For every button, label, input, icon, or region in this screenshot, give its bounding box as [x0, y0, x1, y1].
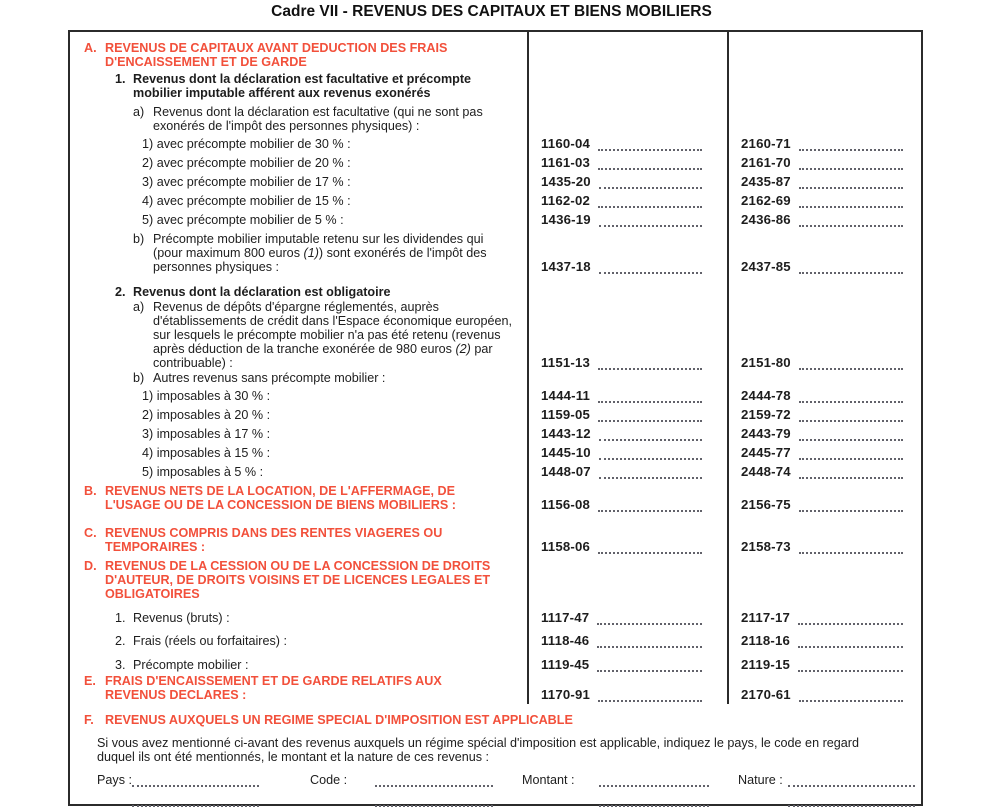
section-a-letter: A.	[84, 41, 97, 55]
code-label: 1435-20	[541, 174, 591, 189]
section-a1b-line2: (pour maximum 800 euros (1)) sont exonérés de l'impôt des	[153, 246, 487, 260]
entry-1158-06[interactable]	[598, 541, 702, 554]
code-label: 1118-46	[541, 633, 590, 648]
section-c-line2: TEMPORAIRES :	[105, 540, 206, 554]
page-title: Cadre VII - REVENUS DES CAPITAUX ET BIENS MOBILIERS	[271, 3, 712, 20]
item-number: 3.	[115, 658, 126, 672]
section-a-heading-line2: D'ENCAISSEMENT ET DE GARDE	[105, 55, 307, 69]
section-f-note-line2: duquel ils ont été mentionnés, le montant et la nature de ces revenus :	[97, 750, 490, 764]
row-precompte-dividendes	[70, 232, 921, 274]
section-f-heading-text: REVENUS AUXQUELS UN REGIME SPECIAL D'IMPOSITION EST APPLICABLE	[105, 713, 573, 727]
entry-1161-03[interactable]	[598, 157, 702, 170]
item-label: 1) imposables à 30 % :	[142, 389, 271, 403]
section-d-line3: OBLIGATOIRES	[105, 587, 200, 601]
entry-1448-07[interactable]	[599, 466, 702, 479]
entry-2158-73[interactable]	[799, 541, 903, 554]
item-label: 5) imposables à 5 % :	[142, 465, 264, 479]
section-a-heading-line1: REVENUS DE CAPITAUX AVANT DEDUCTION DES FRAIS	[105, 41, 448, 55]
code-label: 2161-70	[741, 155, 791, 170]
code-label: 1151-13	[541, 355, 591, 370]
section-a2a-line4: après déduction de la tranche exonérée de 980 euros (2) par	[153, 342, 493, 356]
code-label: 2159-72	[741, 407, 791, 422]
entry-2118-16[interactable]	[798, 635, 903, 648]
section-a1a-line2: exonérés de l'impôt des personnes physiques) :	[153, 119, 420, 133]
code-label: 2445-77	[741, 445, 791, 460]
section-d-letter: D.	[84, 559, 97, 573]
item-label: 3) avec précompte mobilier de 17 % :	[142, 175, 351, 189]
row-depots-epargne	[70, 300, 921, 370]
section-d-line2: D'AUTEUR, DE DROITS VOISINS ET DE LICENCES LEGALES ET	[105, 573, 491, 587]
entry-2170-61[interactable]	[799, 689, 903, 702]
section-a2-heading	[70, 285, 921, 299]
code-label: 1156-08	[541, 497, 591, 512]
montant-input-2[interactable]	[599, 794, 709, 807]
section-d-heading	[70, 559, 921, 601]
item-label: 1) avec précompte mobilier de 30 % :	[142, 137, 351, 151]
code-label: 2448-74	[741, 464, 791, 479]
code-label: 2437-85	[741, 259, 791, 274]
code-label: 2158-73	[741, 539, 791, 554]
code-label: 1448-07	[541, 464, 591, 479]
section-a1-line2: mobilier imputable afférent aux revenus exonérés	[133, 86, 431, 100]
code-input-2[interactable]	[375, 794, 493, 807]
entry-2445-77[interactable]	[799, 447, 903, 460]
entry-1436-19[interactable]	[599, 214, 702, 227]
entry-1170-91[interactable]	[598, 689, 702, 702]
code-label: 2435-87	[741, 174, 791, 189]
section-b-line1: REVENUS NETS DE LA LOCATION, DE L'AFFERMAGE, DE	[105, 484, 456, 498]
entry-2160-71[interactable]	[799, 138, 903, 151]
entry-2436-86[interactable]	[799, 214, 903, 227]
code-label: 2151-80	[741, 355, 791, 370]
section-a1-heading	[70, 72, 921, 100]
section-a1a-marker: a)	[133, 105, 145, 119]
section-f-fields	[70, 773, 921, 787]
item-label: Précompte mobilier :	[133, 658, 249, 672]
section-a1a-intro	[70, 105, 921, 133]
section-a1b-marker: b)	[133, 232, 145, 246]
code-label: 2170-61	[741, 687, 791, 702]
code-label: 1117-47	[541, 610, 590, 625]
nature-label: Nature :	[738, 773, 783, 787]
section-a2a-line2: d'établissements de crédit dans l'Espace économique européen,	[153, 314, 513, 328]
section-e-line1: FRAIS D'ENCAISSEMENT ET DE GARDE RELATIFS AUX	[105, 674, 442, 688]
item-label: 4) avec précompte mobilier de 15 % :	[142, 194, 351, 208]
entry-1443-12[interactable]	[599, 428, 702, 441]
section-e-letter: E.	[84, 674, 96, 688]
pays-label: Pays :	[97, 773, 132, 787]
section-e-line2: REVENUS DECLARES :	[105, 688, 247, 702]
entry-1162-02[interactable]	[598, 195, 702, 208]
entry-2159-72[interactable]	[799, 409, 903, 422]
section-f-fields-row2	[70, 793, 921, 807]
row-imposables-30	[70, 389, 921, 403]
code-label: 1161-03	[541, 155, 591, 170]
item-label: 4) imposables à 15 % :	[142, 446, 271, 460]
section-f-heading	[70, 713, 921, 727]
section-e-row	[70, 674, 921, 702]
section-a2a-line3: sur lesquels le précompte mobilier n'a pas été retenu (revenus	[153, 328, 501, 342]
item-label: 2) avec précompte mobilier de 20 % :	[142, 156, 351, 170]
section-c-line1: REVENUS COMPRIS DANS DES RENTES VIAGERES OU	[105, 526, 443, 540]
entry-2156-75[interactable]	[799, 499, 903, 512]
row-precompte-17	[70, 175, 921, 189]
row-precompte-mobilier	[70, 658, 921, 672]
entry-1119-45[interactable]	[597, 659, 702, 672]
section-f-letter: F.	[84, 713, 94, 727]
section-c-row	[70, 526, 921, 554]
item-label: 5) avec précompte mobilier de 5 % :	[142, 213, 344, 227]
entry-1118-46[interactable]	[597, 635, 702, 648]
entry-1156-08[interactable]	[598, 499, 702, 512]
item-number: 2.	[115, 634, 126, 648]
section-a2-heading-text: Revenus dont la déclaration est obligatoire	[133, 285, 391, 299]
row-imposables-15	[70, 446, 921, 460]
code-label: 2156-75	[741, 497, 791, 512]
row-imposables-20	[70, 408, 921, 422]
code-label: 1437-18	[541, 259, 591, 274]
entry-2119-15[interactable]	[798, 659, 903, 672]
entry-2443-79[interactable]	[799, 428, 903, 441]
section-a1b-line1: Précompte mobilier imputable retenu sur les dividendes qui	[153, 232, 484, 246]
row-revenus-bruts	[70, 611, 921, 625]
cadre-vii-form	[68, 30, 923, 806]
section-a2b-marker: b)	[133, 371, 145, 385]
section-a2a-line1: Revenus de dépôts d'épargne réglementés, auprès	[153, 300, 439, 314]
nature-input[interactable]	[788, 774, 915, 787]
code-label: 2444-78	[741, 388, 791, 403]
code-label: 2119-15	[741, 657, 791, 672]
section-a2b-text: Autres revenus sans précompte mobilier :	[153, 371, 386, 385]
entry-2151-80[interactable]	[799, 357, 903, 370]
row-frais	[70, 634, 921, 648]
entry-1437-18[interactable]	[599, 261, 702, 274]
entry-2162-69[interactable]	[799, 195, 903, 208]
code-label: 1162-02	[541, 193, 591, 208]
row-precompte-5	[70, 213, 921, 227]
montant-label: Montant :	[522, 773, 575, 787]
code-input[interactable]	[375, 774, 493, 787]
entry-1444-11[interactable]	[598, 390, 702, 403]
section-f-note	[70, 736, 921, 764]
code-label: 1159-05	[541, 407, 591, 422]
code-label: 1170-91	[541, 687, 591, 702]
section-a1-line1: Revenus dont la déclaration est facultative et précompte	[133, 72, 472, 86]
code-label-f: Code :	[310, 773, 348, 787]
section-b-letter: B.	[84, 484, 97, 498]
entry-1435-20[interactable]	[599, 176, 702, 189]
entry-1160-04[interactable]	[598, 138, 702, 151]
code-label: 2160-71	[741, 136, 791, 151]
pays-input[interactable]	[132, 774, 259, 787]
row-precompte-15	[70, 194, 921, 208]
entry-1159-05[interactable]	[598, 409, 702, 422]
code-label: 2162-69	[741, 193, 791, 208]
section-d-line1: REVENUS DE LA CESSION OU DE LA CONCESSION DE DROITS	[105, 559, 491, 573]
row-imposables-5	[70, 465, 921, 479]
entry-2437-85[interactable]	[799, 261, 903, 274]
entry-2117-17[interactable]	[798, 612, 903, 625]
section-b-row	[70, 484, 921, 512]
code-label: 2443-79	[741, 426, 791, 441]
section-a1a-line1: Revenus dont la déclaration est facultative (qui ne sont pas	[153, 105, 483, 119]
entry-2444-78[interactable]	[799, 390, 903, 403]
entry-1117-47[interactable]	[597, 612, 702, 625]
item-number: 1.	[115, 611, 126, 625]
montant-input[interactable]	[599, 774, 709, 787]
row-precompte-20	[70, 156, 921, 170]
nature-input-2[interactable]	[788, 794, 915, 807]
entry-2448-74[interactable]	[799, 466, 903, 479]
item-label: Revenus (bruts) :	[133, 611, 230, 625]
section-a2-number: 2.	[115, 285, 126, 299]
code-label: 1119-45	[541, 657, 590, 672]
section-a2a-marker: a)	[133, 300, 145, 314]
item-label: Frais (réels ou forfaitaires) :	[133, 634, 287, 648]
item-label: 3) imposables à 17 % :	[142, 427, 271, 441]
code-label: 2436-86	[741, 212, 791, 227]
entry-2435-87[interactable]	[799, 176, 903, 189]
code-label: 1444-11	[541, 388, 591, 403]
code-label: 1443-12	[541, 426, 591, 441]
entry-1445-10[interactable]	[599, 447, 702, 460]
section-a1b-line3: personnes physiques :	[153, 260, 280, 274]
section-a-heading	[70, 41, 921, 69]
code-label: 1445-10	[541, 445, 591, 460]
item-label: 2) imposables à 20 % :	[142, 408, 271, 422]
row-precompte-30	[70, 137, 921, 151]
entry-1151-13[interactable]	[598, 357, 702, 370]
row-imposables-17	[70, 427, 921, 441]
pays-input-2[interactable]	[132, 794, 259, 807]
code-label: 2117-17	[741, 610, 791, 625]
section-f-note-line1: Si vous avez mentionné ci-avant des revenus auxquels un régime spécial d'imposition est applicable, indiquez le pays, le code en regard	[97, 736, 859, 750]
code-label: 1158-06	[541, 539, 591, 554]
section-a1-number: 1.	[115, 72, 126, 86]
section-b-line2: L'USAGE OU DE LA CONCESSION DE BIENS MOBILIERS :	[105, 498, 456, 512]
code-label: 1160-04	[541, 136, 591, 151]
entry-2161-70[interactable]	[799, 157, 903, 170]
section-a2a-line5: contribuable) :	[153, 356, 233, 370]
section-c-letter: C.	[84, 526, 97, 540]
code-label: 1436-19	[541, 212, 591, 227]
code-label: 2118-16	[741, 633, 791, 648]
section-a2b-intro	[70, 371, 921, 385]
